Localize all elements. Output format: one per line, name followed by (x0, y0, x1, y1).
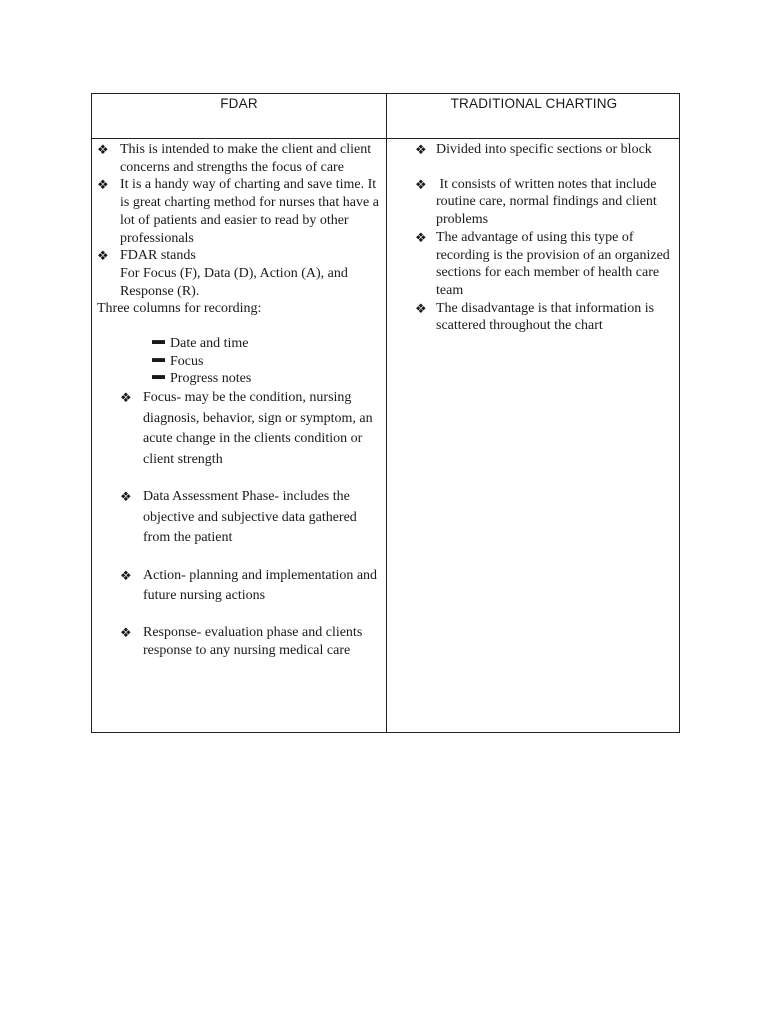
diamond-bullet-icon: ❖ (415, 142, 427, 157)
list-item (92, 176, 386, 247)
list-item (387, 176, 681, 229)
diamond-bullet-icon: ❖ (415, 300, 427, 316)
list-item (387, 300, 681, 335)
fdar-stands-detail: For Focus (F), Data (D), Action (A), and Response (R). (120, 265, 348, 299)
fdar-stands-title: FDAR stands (120, 248, 196, 264)
columns-intro: Three columns for recording: (97, 301, 262, 317)
list-item (92, 624, 386, 660)
column-focus: Focus (170, 353, 204, 369)
list-item (387, 141, 681, 159)
traditional-cell (387, 141, 681, 335)
fdar-intro-1: This is intended to make the client and client concerns and strengths the focus of care (120, 142, 372, 175)
dash-bullet-icon: ▬ (152, 349, 165, 365)
comparison-table (91, 93, 680, 733)
traditional-point-4: The disadvantage is that information is scattered throughout the chart (436, 300, 655, 334)
list-item (92, 388, 386, 470)
fdar-cell (92, 141, 386, 660)
column-date-time: Date and time (170, 336, 249, 352)
diamond-bullet-icon: ❖ (415, 176, 427, 192)
fdar-focus: Focus- may be the condition, nursing diagnosis, behavior, sign or symptom, an acute change in the clients condition or client strength (143, 390, 373, 467)
diamond-bullet-icon: ❖ (97, 177, 109, 193)
diamond-bullet-icon: ❖ (120, 390, 132, 406)
list-item (92, 332, 386, 353)
traditional-point-2: It consists of written notes that include routine care, normal findings and client problems (436, 176, 661, 228)
fdar-intro-2: It is a handy way of charting and save time. It is great charting method for nurses that have a lot of patients and easier to read by other professionals (120, 177, 379, 246)
list-item (92, 247, 386, 300)
list-item (387, 229, 681, 300)
diamond-bullet-icon: ❖ (415, 229, 427, 245)
list-item (92, 367, 386, 388)
fdar-action: Action- planning and implementation and future nursing actions (143, 567, 378, 604)
dash-bullet-icon: ▬ (152, 367, 165, 383)
column-progress-notes: Progress notes (170, 371, 252, 387)
fdar-data: Data Assessment Phase- includes the objective and subjective data gathered from the patient (143, 489, 357, 546)
traditional-point-1: Divided into specific sections or block (436, 142, 652, 157)
header-divider (92, 138, 679, 139)
header-traditional-charting: TRADITIONAL CHARTING (450, 96, 618, 111)
diamond-bullet-icon: ❖ (120, 567, 132, 583)
traditional-point-3: The advantage of using this type of recording is the provision of an organized sections for each member of health care team (436, 229, 670, 298)
diamond-bullet-icon: ❖ (120, 624, 132, 640)
diamond-bullet-icon: ❖ (97, 142, 109, 157)
dash-bullet-icon: ▬ (152, 332, 165, 348)
list-item (92, 487, 386, 549)
list-item (92, 141, 386, 176)
list-item (92, 566, 386, 607)
list-item (92, 349, 386, 371)
fdar-response: Response- evaluation phase and clients response to any nursing medical care (143, 624, 363, 658)
header-fdar: FDAR (220, 96, 258, 111)
diamond-bullet-icon: ❖ (97, 248, 109, 264)
diamond-bullet-icon: ❖ (120, 489, 132, 505)
